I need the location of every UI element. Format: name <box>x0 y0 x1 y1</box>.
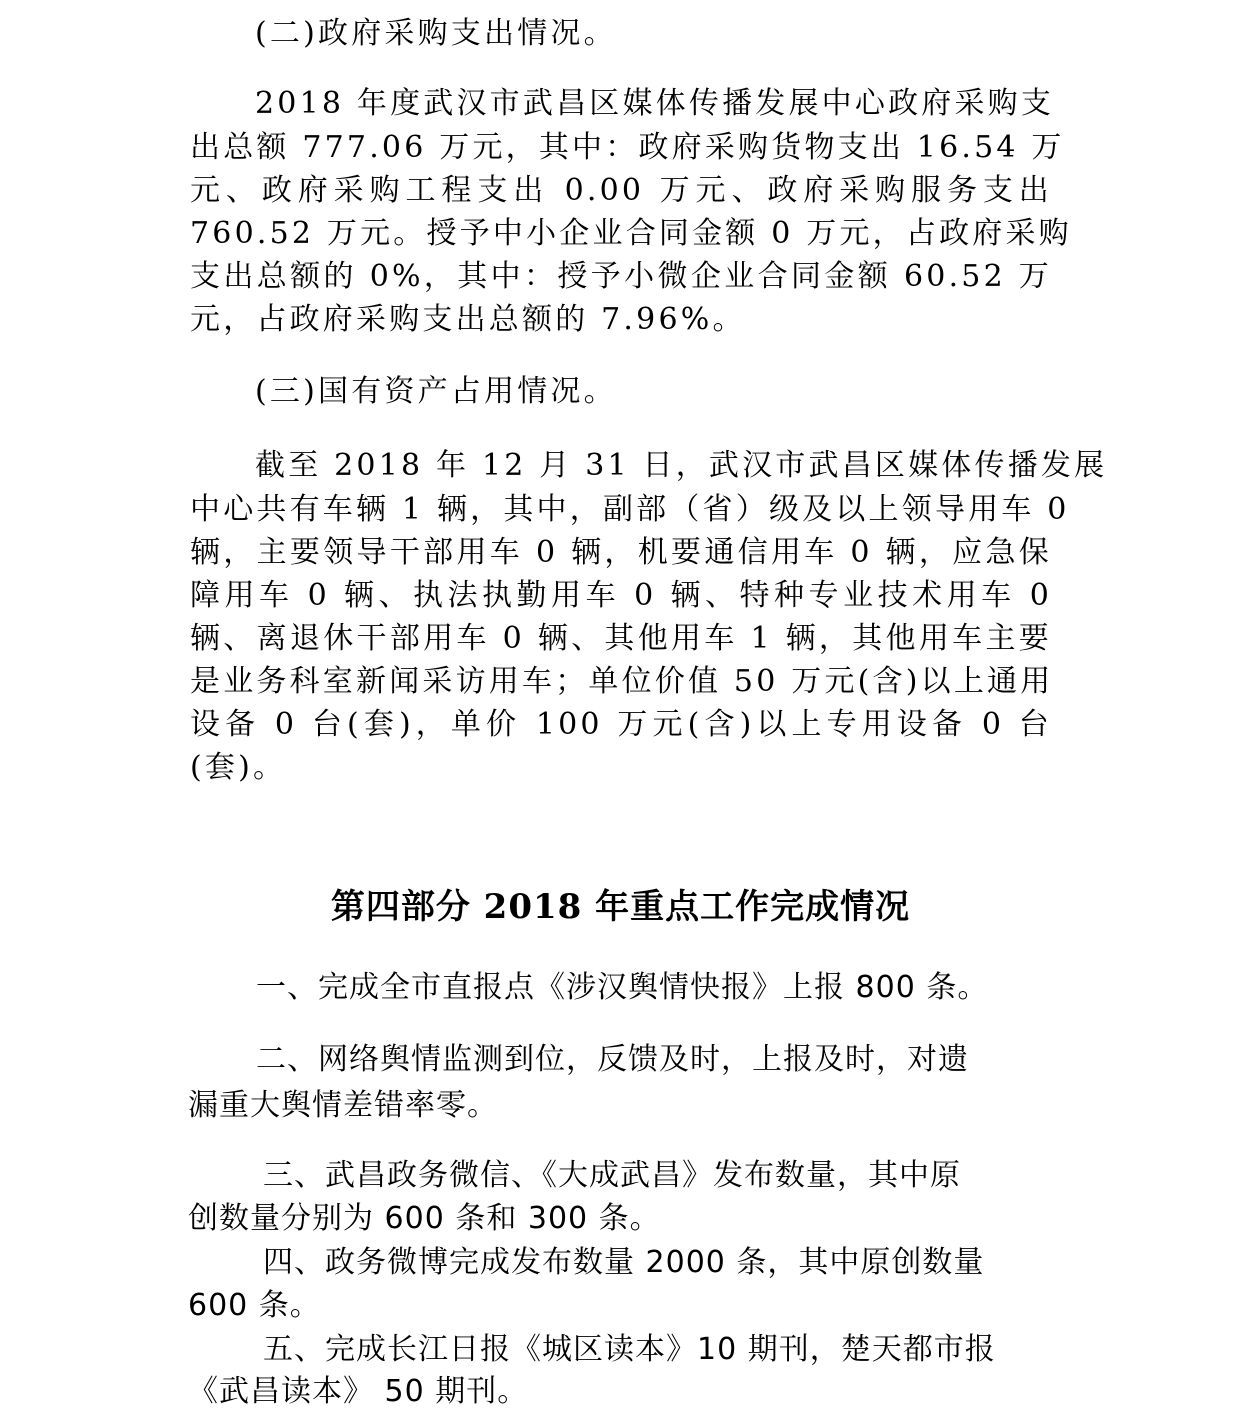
work-item: 二、网络舆情监测到位，反馈及时，上报及时，对遗 <box>256 1042 969 1077</box>
work-item-continued: 漏重大舆情差错率零。 <box>188 1088 498 1123</box>
work-item: 四、政务微博完成发布数量 2000 条，其中原创数量 <box>263 1245 985 1280</box>
section-heading-assets: (三)国有资产占用情况。 <box>255 374 617 409</box>
paragraph-line: 辆、离退休干部用车 0 辆、其他用车 1 辆，其他用车主要 <box>190 621 1052 656</box>
paragraph-line: 障用车 0 辆、执法执勤用车 0 辆、特种专业技术用车 0 <box>190 578 1052 613</box>
paragraph-line: 截至 2018 年 12 月 31 日，武汉市武昌区媒体传播发展 <box>255 448 1108 483</box>
paragraph-line: (套)。 <box>190 750 287 785</box>
paragraph-line: 2018 年度武汉市武昌区媒体传播发展中心政府采购支 <box>255 86 1055 121</box>
paragraph-line: 辆，主要领导干部用车 0 辆，机要通信用车 0 辆，应急保 <box>190 535 1052 570</box>
part-four-title: 第四部分 2018 年重点工作完成情况 <box>330 887 911 927</box>
work-item-continued: 《武昌读本》 50 期刊。 <box>188 1374 529 1409</box>
section-heading-procurement: (二)政府采购支出情况。 <box>255 16 617 51</box>
paragraph-line: 元、政府采购工程支出 0.00 万元、政府采购服务支出 <box>190 173 1052 208</box>
paragraph-line: 是业务科室新闻采访用车；单位价值 50 万元(含)以上通用 <box>190 664 1054 699</box>
work-item: 一、完成全市直报点《涉汉舆情快报》上报 800 条。 <box>256 970 989 1005</box>
paragraph-line: 设备 0 台(套)，单价 100 万元(含)以上专用设备 0 台 <box>190 707 1052 742</box>
work-item: 五、完成长江日报《城区读本》10 期刊，楚天都市报 <box>263 1332 996 1367</box>
paragraph-line: 760.52 万元。授予中小企业合同金额 0 万元，占政府采购 <box>190 216 1072 251</box>
paragraph-line: 中心共有车辆 1 辆，其中，副部（省）级及以上领导用车 0 <box>190 492 1070 527</box>
work-item-continued: 600 条。 <box>188 1288 321 1323</box>
paragraph-line: 元，占政府采购支出总额的 7.96%。 <box>190 302 746 337</box>
paragraph-line: 支出总额的 0%，其中：授予小微企业合同金额 60.52 万 <box>190 259 1052 294</box>
work-item-continued: 创数量分别为 600 条和 300 条。 <box>188 1201 661 1236</box>
work-item: 三、武昌政务微信、《大成武昌》发布数量，其中原 <box>263 1158 961 1193</box>
paragraph-line: 出总额 777.06 万元，其中：政府采购货物支出 16.54 万 <box>190 130 1065 165</box>
